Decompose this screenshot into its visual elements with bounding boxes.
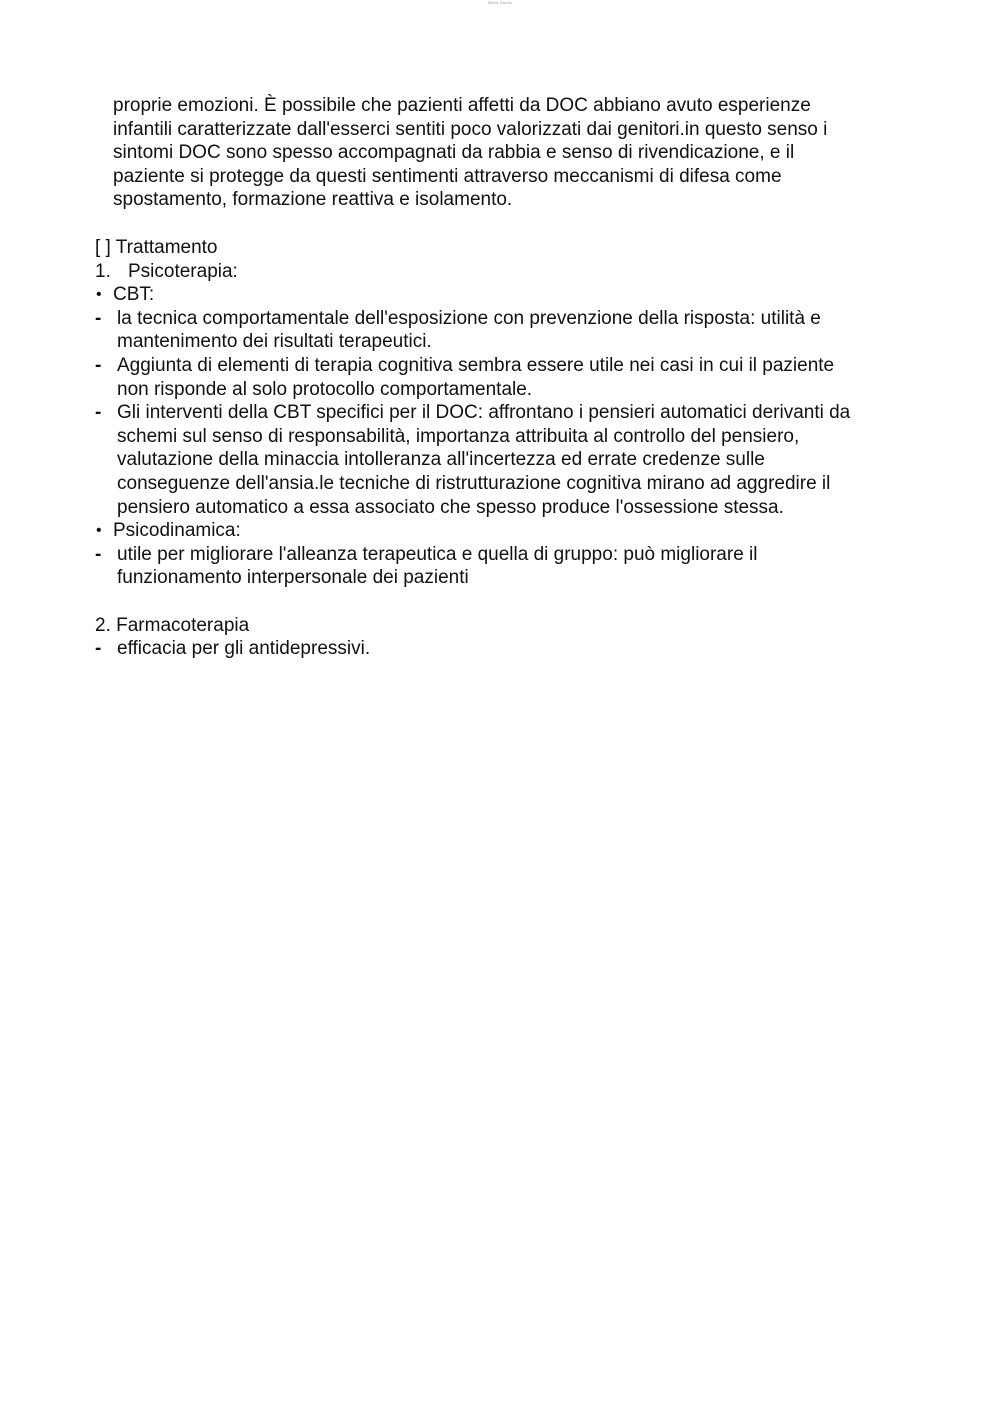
dash-item <box>95 637 915 661</box>
spacer <box>95 212 915 236</box>
list-item-label: Psicoterapia: <box>128 260 238 282</box>
dash-icon: - <box>95 638 102 660</box>
bullet-item-cbt <box>95 283 915 307</box>
dash-icon: - <box>95 354 102 376</box>
dash-item <box>95 543 915 590</box>
bullet-item-label: Psicodinamica: <box>113 520 241 542</box>
document-body <box>95 94 915 661</box>
dash-item <box>95 307 915 354</box>
intro-paragraph: proprie emozioni. È possibile che pazienti affetti da DOC abbiano avuto esperienze infantili caratterizzate dall'esserci sentiti poco valorizzati dai genitori.in questo senso i sintomi DOC sono spesso accompagnati da rabbia e senso di rivendicazione, e il paziente si protegge da questi sentimenti attraverso meccanismi di difesa come spostamento, formazione reattiva e isolamento. <box>113 95 828 211</box>
bullet-item-psicodinamica <box>95 519 915 543</box>
dash-icon: - <box>95 307 102 329</box>
bullet-item-label: CBT: <box>113 284 155 306</box>
list-item-farmacoterapia: 2. Farmacoterapia <box>95 614 250 636</box>
dash-item-text: utile per migliorare l'alleanza terapeutica e quella di gruppo: può migliorare il funzionamento interpersonale dei pazienti <box>117 543 758 589</box>
dash-item-text: Aggiunta di elementi di terapia cognitiva sembra essere utile nei casi in cui il paziente non risponde al solo protocollo comportamentale. <box>117 354 835 400</box>
dash-item-text: efficacia per gli antidepressivi. <box>117 638 371 660</box>
dash-icon: - <box>95 402 102 424</box>
list-item-psicoterapia <box>95 260 915 284</box>
dash-item <box>95 401 915 519</box>
dash-item <box>95 354 915 401</box>
treatment-heading-checkbox[interactable]: [ ] Trattamento <box>95 236 218 258</box>
dash-item-text: Gli interventi della CBT specifici per il DOC: affrontano i pensieri automatici derivanti da schemi sul senso di responsabilità, importanza attribuita al controllo del pensiero, valutazione della minaccia intolleranza all'incertezza ed errate credenze sulle conseguenze dell'ansia.le tecniche di ristrutturazione cognitiva mirano ad aggredire il pensiero automatico a essa associato che spesso produce l'ossessione stessa. <box>117 402 851 518</box>
page-header-watermark: Salva Studio <box>487 0 513 5</box>
list-number: 1. <box>95 260 111 282</box>
dash-icon: - <box>95 543 102 565</box>
spacer <box>95 590 915 614</box>
bullet-icon: • <box>96 286 102 304</box>
bullet-icon: • <box>96 522 102 540</box>
dash-item-text: la tecnica comportamentale dell'esposizione con prevenzione della risposta: utilità e mantenimento dei risultati terapeutici. <box>117 307 821 353</box>
